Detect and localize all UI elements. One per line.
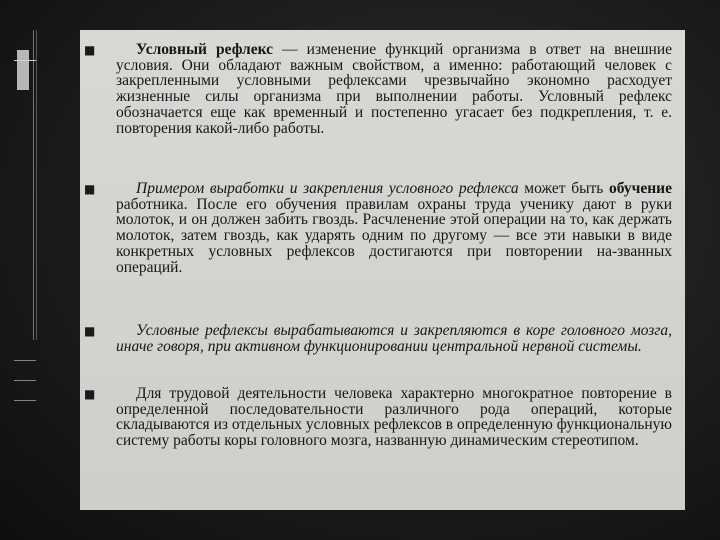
term-training: обучение [608,180,672,197]
square-bullet-icon: ■ [84,43,96,57]
term-conditional-reflex: Условный рефлекс [136,41,274,58]
list-item-1 [80,42,685,136]
paragraph-2 [116,181,672,275]
list-item-3 [80,323,685,354]
paragraph-2-text-1: может быть [518,180,609,197]
text-panel [80,30,685,510]
deco-line-vertical-2 [36,30,37,340]
list-item-4 [80,386,685,449]
paragraph-3-italic: Условные рефлексы вырабатываются и закрепляются в коре головного мозга, иначе говоря, при активном функционировании центральной нервной системы. [116,322,672,355]
paragraph-4 [116,386,672,449]
paragraph-3 [116,323,672,354]
square-bullet-icon: ■ [84,182,96,196]
deco-bar [17,50,29,90]
paragraph-1-text: — изменение функций организма в ответ на внешние условия. Они обладают важным свойством, а именно: работающий человек с закрепленными условными рефлексами чрезвычайно экономно расходует жизненные силы организма при выполнении работы. Условный рефлекс обозначается еще как временный и постепенно угасает без подкрепления, т. е. повторения какой-либо работы. [116,41,672,137]
deco-line-lower [14,360,36,361]
paragraph-1 [116,42,672,136]
deco-line-lower-3 [14,400,36,401]
deco-line-lower-2 [14,380,36,381]
square-bullet-icon: ■ [84,324,96,338]
list-item-2 [80,181,685,275]
paragraph-2-text-2: работника. После его обучения правилам охраны труда ученику дают в руки молоток, и он должен забить гвоздь. Расчленение этой операции на то, как держать молоток, затем гвоздь, как ударять одним по другому — все эти навыки в виде конкретных условных рефлексов достигаются при повторении на-званных операций. [116,195,672,276]
paragraph-4-text: Для трудовой деятельности человека характерно многократное повторение в определенной последовательности различного рода операций, которые складываются из отдельных условных рефлексов в определенную функциональную систему работы коры головного мозга, названную динамическим стереотипом. [116,385,672,450]
deco-line-vertical [33,30,34,340]
decorative-stripes [0,0,40,540]
square-bullet-icon: ■ [84,387,96,401]
paragraph-2-italic-lead: Примером выработки и закрепления условного рефлекса [136,180,519,197]
